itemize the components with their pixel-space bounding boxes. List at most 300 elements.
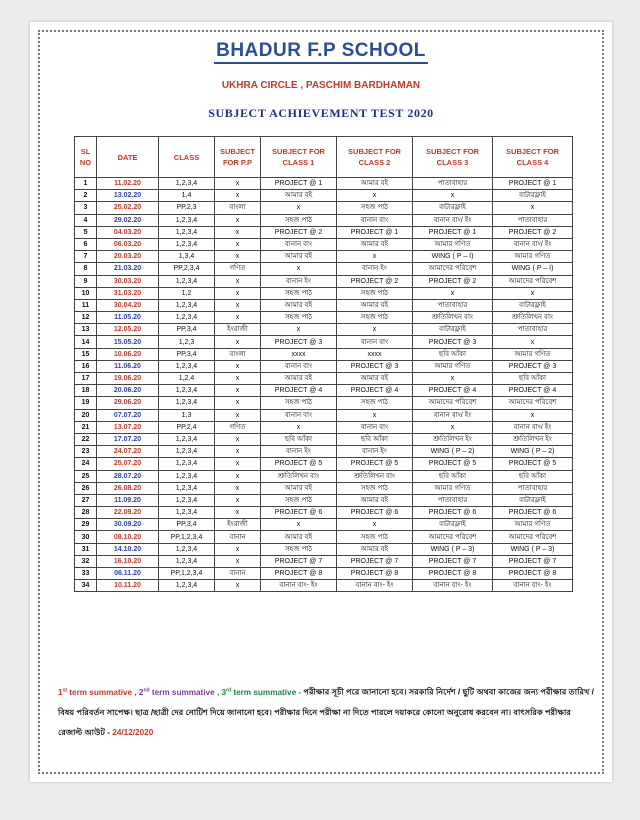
subject-class-2-cell: x bbox=[337, 519, 413, 531]
subject-class-3-cell: বানান বাং/ ইং bbox=[413, 409, 493, 421]
subject-class-3-cell: শ্রুতিলিখন ইং bbox=[413, 433, 493, 445]
table-row bbox=[75, 409, 573, 421]
subject-class-4-cell: PROJECT @ 8 bbox=[493, 568, 573, 580]
class-cell: PP,2,4 bbox=[159, 421, 215, 433]
subject-class-3-cell: PROJECT @ 6 bbox=[413, 507, 493, 519]
class-cell: 1,2,3,4 bbox=[159, 580, 215, 592]
subject-class-4-cell: বানান বাং/ ইং bbox=[493, 238, 573, 250]
table-row bbox=[75, 397, 573, 409]
table-row bbox=[75, 543, 573, 555]
subject-class-4-cell: ছবি আঁকা bbox=[493, 373, 573, 385]
subject-class-1-cell: x bbox=[261, 324, 337, 336]
table-row bbox=[75, 446, 573, 458]
subject-class-2-cell: সহজ পাঠ bbox=[337, 482, 413, 494]
subject-class-4-cell: WING ( P – 2) bbox=[493, 446, 573, 458]
subject-class-2-cell: x bbox=[337, 324, 413, 336]
subject-class-3-cell: WING ( P – I) bbox=[413, 251, 493, 263]
subject-pp-cell: x bbox=[215, 238, 261, 250]
table-row bbox=[75, 470, 573, 482]
subject-class-4-cell: বাটারফ্লাই bbox=[493, 494, 573, 506]
term3-label: , 3rd term summative - bbox=[214, 687, 304, 697]
subject-class-4-cell: PROJECT @ 2 bbox=[493, 226, 573, 238]
class-cell: 1,2,3,4 bbox=[159, 178, 215, 190]
date-cell: 17.07.20 bbox=[97, 433, 159, 445]
date-cell: 20.03.20 bbox=[97, 251, 159, 263]
table-row bbox=[75, 299, 573, 311]
sl-cell: 28 bbox=[75, 507, 97, 519]
subject-class-4-cell: PROJECT @ 5 bbox=[493, 458, 573, 470]
subject-pp-cell: x bbox=[215, 494, 261, 506]
subject-pp-cell: ইংরাজী bbox=[215, 519, 261, 531]
subject-class-3-cell: PROJECT @ 7 bbox=[413, 555, 493, 567]
date-cell: 30.09.20 bbox=[97, 519, 159, 531]
subject-class-1-cell: x bbox=[261, 421, 337, 433]
subject-class-1-cell: বানান বাং- ইং bbox=[261, 580, 337, 592]
class-cell: 1,2,3,4 bbox=[159, 238, 215, 250]
subject-class-2-cell: বানান বাং- ইং bbox=[337, 580, 413, 592]
table-row bbox=[75, 531, 573, 543]
term1-label: 1st term summative , bbox=[58, 687, 139, 697]
subject-class-2-cell: PROJECT @ 3 bbox=[337, 360, 413, 372]
subject-class-3-cell: x bbox=[413, 421, 493, 433]
subject-class-1-cell: x bbox=[261, 202, 337, 214]
subject-class-2-cell: বানান ইং bbox=[337, 263, 413, 275]
sl-cell: 9 bbox=[75, 275, 97, 287]
sl-cell: 24 bbox=[75, 458, 97, 470]
subject-class-3-cell: ছবি আঁকা bbox=[413, 470, 493, 482]
table-row bbox=[75, 580, 573, 592]
date-cell: 16.10.20 bbox=[97, 555, 159, 567]
class-cell: PP,3,4 bbox=[159, 324, 215, 336]
subject-class-3-cell: PROJECT @ 2 bbox=[413, 275, 493, 287]
subject-class-1-cell: ছবি আঁকা bbox=[261, 433, 337, 445]
subject-class-4-cell: PROJECT @ 7 bbox=[493, 555, 573, 567]
subject-class-4-cell: x bbox=[493, 202, 573, 214]
subject-class-1-cell: PROJECT @ 8 bbox=[261, 568, 337, 580]
document-sheet bbox=[30, 22, 612, 782]
sl-cell: 34 bbox=[75, 580, 97, 592]
header-sl: SL NO bbox=[75, 137, 97, 178]
subject-class-1-cell: সহজ পাঠ bbox=[261, 214, 337, 226]
subject-class-4-cell: আমার গণিত bbox=[493, 519, 573, 531]
subject-class-1-cell: PROJECT @ 3 bbox=[261, 336, 337, 348]
header-subject-class-2: SUBJECT FOR CLASS 2 bbox=[337, 137, 413, 178]
subject-class-1-cell: আমার বই bbox=[261, 373, 337, 385]
subject-pp-cell: x bbox=[215, 251, 261, 263]
subject-class-4-cell: পাতাবাহার bbox=[493, 324, 573, 336]
table-row bbox=[75, 251, 573, 263]
subject-class-4-cell: শ্রুতিলিখন বাং bbox=[493, 312, 573, 324]
sl-cell: 1 bbox=[75, 178, 97, 190]
subject-class-1-cell: বানান বাং bbox=[261, 238, 337, 250]
subject-class-3-cell: x bbox=[413, 373, 493, 385]
subject-pp-cell: x bbox=[215, 385, 261, 397]
subject-class-2-cell: PROJECT @ 1 bbox=[337, 226, 413, 238]
sl-cell: 11 bbox=[75, 299, 97, 311]
class-cell: 1,2,3,4 bbox=[159, 494, 215, 506]
class-cell: PP,1,2,3,4 bbox=[159, 531, 215, 543]
subject-pp-cell: x bbox=[215, 507, 261, 519]
subject-class-4-cell: x bbox=[493, 409, 573, 421]
subject-pp-cell: ইংরাজী bbox=[215, 324, 261, 336]
subject-pp-cell: x bbox=[215, 336, 261, 348]
class-cell: PP,3,4 bbox=[159, 348, 215, 360]
header-class: CLASS bbox=[159, 137, 215, 178]
subject-class-4-cell: পাতাবাহার bbox=[493, 214, 573, 226]
sl-cell: 21 bbox=[75, 421, 97, 433]
table-row bbox=[75, 214, 573, 226]
class-cell: 1,2,3,4 bbox=[159, 299, 215, 311]
sl-cell: 10 bbox=[75, 287, 97, 299]
subject-pp-cell: গণিত bbox=[215, 421, 261, 433]
header-subject-class-4: SUBJECT FOR CLASS 4 bbox=[493, 137, 573, 178]
subject-class-1-cell: বানান বাং bbox=[261, 360, 337, 372]
class-cell: 1,2,3,4 bbox=[159, 397, 215, 409]
date-cell: 13.02.20 bbox=[97, 190, 159, 202]
notice-text: পরীক্ষার সূচী পরে জানানো হবে। সরকারি নির্দেশ / ছুটি অথবা কাজের জন্য পরীক্ষার তারিখ / বিষয় পরিবর্তন সাপেক্ষ। ছাত্র /ছাত্রী দের নোটিশ দিয়ে জানানো হবে। পরীক্ষার দিনে পরীক্ষা না দিতে পারলে দয়াকরে কোনো অনুরোধ করবেন না। বাৎসরিক পরীক্ষার রেজাল্ট আউট - bbox=[58, 687, 594, 737]
class-cell: 1,2,3,4 bbox=[159, 433, 215, 445]
subject-class-4-cell: PROJECT @ 4 bbox=[493, 385, 573, 397]
subject-class-2-cell: শ্রুতিলিখন বাং bbox=[337, 470, 413, 482]
subject-class-3-cell: PROJECT @ 1 bbox=[413, 226, 493, 238]
class-cell: PP,1,2,3,4 bbox=[159, 568, 215, 580]
class-cell: 1,2,3,4 bbox=[159, 312, 215, 324]
subject-pp-cell: x bbox=[215, 275, 261, 287]
subject-class-2-cell: বানান ইং bbox=[337, 446, 413, 458]
subject-class-1-cell: x bbox=[261, 519, 337, 531]
table-row bbox=[75, 433, 573, 445]
table-row bbox=[75, 312, 573, 324]
subject-class-3-cell: শ্রুতিলিখন বাং bbox=[413, 312, 493, 324]
class-cell: 1,2,3,4 bbox=[159, 446, 215, 458]
subject-class-2-cell: আমার বই bbox=[337, 494, 413, 506]
subject-class-3-cell: আমাদের পরিবেশ bbox=[413, 397, 493, 409]
subject-class-1-cell: PROJECT @ 6 bbox=[261, 507, 337, 519]
subject-class-1-cell: সহজ পাঠ bbox=[261, 494, 337, 506]
date-cell: 06.11.20 bbox=[97, 568, 159, 580]
subject-class-3-cell: ছবি আঁকা bbox=[413, 348, 493, 360]
subject-class-4-cell: বাটারফ্লাই bbox=[493, 299, 573, 311]
subject-class-4-cell: বানান বাং/ ইং bbox=[493, 421, 573, 433]
class-cell: 1,4 bbox=[159, 190, 215, 202]
sl-cell: 14 bbox=[75, 336, 97, 348]
subject-class-1-cell: সহজ পাঠ bbox=[261, 543, 337, 555]
sl-cell: 8 bbox=[75, 263, 97, 275]
subject-pp-cell: x bbox=[215, 482, 261, 494]
date-cell: 20.06.20 bbox=[97, 385, 159, 397]
subject-class-4-cell: পাতাবাহার bbox=[493, 482, 573, 494]
subject-class-3-cell: বানান বাং- ইং bbox=[413, 580, 493, 592]
subject-pp-cell: x bbox=[215, 373, 261, 385]
sl-cell: 5 bbox=[75, 226, 97, 238]
class-cell: 1,3 bbox=[159, 409, 215, 421]
sl-cell: 17 bbox=[75, 373, 97, 385]
table-row bbox=[75, 178, 573, 190]
subject-class-4-cell: বাটারফ্লাই bbox=[493, 190, 573, 202]
subject-class-2-cell: আমার বই bbox=[337, 238, 413, 250]
sl-cell: 26 bbox=[75, 482, 97, 494]
subject-class-3-cell: আমার গণিত bbox=[413, 482, 493, 494]
subject-class-2-cell: আমার বই bbox=[337, 373, 413, 385]
subject-class-3-cell: পাতাবাহার bbox=[413, 299, 493, 311]
subject-class-2-cell: x bbox=[337, 190, 413, 202]
table-row bbox=[75, 324, 573, 336]
subject-class-3-cell: পাতাবাহার bbox=[413, 494, 493, 506]
sl-cell: 16 bbox=[75, 360, 97, 372]
subject-class-2-cell: PROJECT @ 6 bbox=[337, 507, 413, 519]
sl-cell: 33 bbox=[75, 568, 97, 580]
sl-cell: 31 bbox=[75, 543, 97, 555]
subject-class-1-cell: PROJECT @ 4 bbox=[261, 385, 337, 397]
subject-pp-cell: x bbox=[215, 543, 261, 555]
subject-class-3-cell: বাটারফ্লাই bbox=[413, 519, 493, 531]
subject-class-2-cell: PROJECT @ 2 bbox=[337, 275, 413, 287]
subject-class-4-cell: আমাদের পরিবেশ bbox=[493, 531, 573, 543]
class-cell: 1,2,3 bbox=[159, 336, 215, 348]
subject-pp-cell: x bbox=[215, 178, 261, 190]
school-name: BHADUR F.P SCHOOL bbox=[30, 40, 612, 62]
table-row bbox=[75, 287, 573, 299]
sl-cell: 32 bbox=[75, 555, 97, 567]
subject-class-2-cell: বানান বাং bbox=[337, 421, 413, 433]
subject-pp-cell: x bbox=[215, 360, 261, 372]
date-cell: 11.02.20 bbox=[97, 178, 159, 190]
subject-pp-cell: x bbox=[215, 470, 261, 482]
subject-pp-cell: x bbox=[215, 287, 261, 299]
header-row bbox=[75, 137, 573, 178]
table-row bbox=[75, 190, 573, 202]
date-cell: 06.03.20 bbox=[97, 238, 159, 250]
subject-class-3-cell: x bbox=[413, 190, 493, 202]
subject-class-3-cell: আমার গণিত bbox=[413, 238, 493, 250]
subject-class-2-cell: আমার বই bbox=[337, 543, 413, 555]
subject-pp-cell: x bbox=[215, 580, 261, 592]
sl-cell: 6 bbox=[75, 238, 97, 250]
sl-cell: 4 bbox=[75, 214, 97, 226]
sl-cell: 15 bbox=[75, 348, 97, 360]
subject-class-2-cell: x bbox=[337, 251, 413, 263]
class-cell: 1,2,4 bbox=[159, 373, 215, 385]
class-cell: 1,2,3,4 bbox=[159, 507, 215, 519]
subject-class-1-cell: আমার বই bbox=[261, 299, 337, 311]
date-cell: 25.07.20 bbox=[97, 458, 159, 470]
sl-cell: 13 bbox=[75, 324, 97, 336]
subject-pp-cell: x bbox=[215, 214, 261, 226]
subject-class-2-cell: PROJECT @ 8 bbox=[337, 568, 413, 580]
subject-class-1-cell: PROJECT @ 7 bbox=[261, 555, 337, 567]
table-row bbox=[75, 421, 573, 433]
class-cell: 1,2,3,4 bbox=[159, 555, 215, 567]
subject-class-1-cell: শ্রুতিলিখন বাং bbox=[261, 470, 337, 482]
subject-class-4-cell: আমার গণিত bbox=[493, 251, 573, 263]
table-row bbox=[75, 385, 573, 397]
subject-class-1-cell: PROJECT @ 2 bbox=[261, 226, 337, 238]
subject-class-3-cell: বাটারফ্লাই bbox=[413, 324, 493, 336]
date-cell: 12.05.20 bbox=[97, 324, 159, 336]
table-row bbox=[75, 482, 573, 494]
footer-note bbox=[58, 680, 594, 743]
test-title: SUBJECT ACHIEVEMENT TEST 2020 bbox=[208, 106, 434, 120]
sl-cell: 27 bbox=[75, 494, 97, 506]
date-cell: 13.07.20 bbox=[97, 421, 159, 433]
subject-pp-cell: x bbox=[215, 433, 261, 445]
subject-class-1-cell: x bbox=[261, 263, 337, 275]
subject-class-3-cell: PROJECT @ 4 bbox=[413, 385, 493, 397]
table-row bbox=[75, 202, 573, 214]
subject-class-1-cell: PROJECT @ 1 bbox=[261, 178, 337, 190]
sl-cell: 2 bbox=[75, 190, 97, 202]
subject-class-4-cell: PROJECT @ 1 bbox=[493, 178, 573, 190]
subject-pp-cell: বানান bbox=[215, 568, 261, 580]
table-row bbox=[75, 494, 573, 506]
subject-class-2-cell: সহজ পাঠ bbox=[337, 397, 413, 409]
sl-cell: 3 bbox=[75, 202, 97, 214]
subject-pp-cell: x bbox=[215, 409, 261, 421]
subject-class-3-cell: WING ( P – 3) bbox=[413, 543, 493, 555]
subject-class-3-cell: আমাদের পরিবেশ bbox=[413, 531, 493, 543]
class-cell: 1,2,3,4 bbox=[159, 214, 215, 226]
table-row bbox=[75, 360, 573, 372]
subject-class-1-cell: বানান ইং bbox=[261, 275, 337, 287]
table-row bbox=[75, 263, 573, 275]
subject-class-1-cell: PROJECT @ 5 bbox=[261, 458, 337, 470]
subject-class-4-cell: PROJECT @ 6 bbox=[493, 507, 573, 519]
subject-class-1-cell: আমার বই bbox=[261, 482, 337, 494]
table-row bbox=[75, 275, 573, 287]
class-cell: PP,3,4 bbox=[159, 519, 215, 531]
date-cell: 10.06.20 bbox=[97, 348, 159, 360]
sl-cell: 30 bbox=[75, 531, 97, 543]
sl-cell: 20 bbox=[75, 409, 97, 421]
class-cell: 1,2 bbox=[159, 287, 215, 299]
subject-class-2-cell: আমার বই bbox=[337, 178, 413, 190]
subject-class-4-cell: ছবি আঁকা bbox=[493, 470, 573, 482]
table-row bbox=[75, 373, 573, 385]
subject-class-4-cell: আমার গণিত bbox=[493, 348, 573, 360]
subject-class-2-cell: সহজ পাঠ bbox=[337, 312, 413, 324]
subject-class-3-cell: বানান বাং/ ইং bbox=[413, 214, 493, 226]
date-cell: 26.08.20 bbox=[97, 482, 159, 494]
subject-pp-cell: গণিত bbox=[215, 263, 261, 275]
class-cell: PP,2,3 bbox=[159, 202, 215, 214]
header-date: DATE bbox=[97, 137, 159, 178]
date-cell: 22.09.20 bbox=[97, 507, 159, 519]
date-cell: 11.06.20 bbox=[97, 360, 159, 372]
sl-cell: 22 bbox=[75, 433, 97, 445]
header-subject-class-3: SUBJECT FOR CLASS 3 bbox=[413, 137, 493, 178]
subject-class-1-cell: আমার বই bbox=[261, 190, 337, 202]
subject-pp-cell: x bbox=[215, 226, 261, 238]
date-cell: 07.07.20 bbox=[97, 409, 159, 421]
date-cell: 31.03.20 bbox=[97, 287, 159, 299]
class-cell: 1,2,3,4 bbox=[159, 482, 215, 494]
date-cell: 14.10.20 bbox=[97, 543, 159, 555]
sl-cell: 12 bbox=[75, 312, 97, 324]
class-cell: 1,2,3,4 bbox=[159, 543, 215, 555]
result-date: 24/12/2020 bbox=[112, 727, 154, 737]
subject-class-2-cell: x bbox=[337, 409, 413, 421]
subject-class-3-cell: আমার গণিত bbox=[413, 360, 493, 372]
header-subject-pp: SUBJECT FOR P.P bbox=[215, 137, 261, 178]
subject-class-3-cell: PROJECT @ 5 bbox=[413, 458, 493, 470]
subject-class-2-cell: PROJECT @ 7 bbox=[337, 555, 413, 567]
date-cell: 19.06.20 bbox=[97, 373, 159, 385]
subject-class-4-cell: আমাদের পরিবেশ bbox=[493, 397, 573, 409]
subject-class-1-cell: xxxx bbox=[261, 348, 337, 360]
subject-class-4-cell: শ্রুতিলিখন ইং bbox=[493, 433, 573, 445]
date-cell: 25.02.20 bbox=[97, 202, 159, 214]
class-cell: 1,2,3,4 bbox=[159, 458, 215, 470]
subject-pp-cell: x bbox=[215, 299, 261, 311]
class-cell: PP,2,3,4 bbox=[159, 263, 215, 275]
subject-class-4-cell: আমাদের পরিবেশ bbox=[493, 275, 573, 287]
date-cell: 24.07.20 bbox=[97, 446, 159, 458]
subject-class-2-cell: PROJECT @ 4 bbox=[337, 385, 413, 397]
subject-class-1-cell: আমার বই bbox=[261, 531, 337, 543]
table-row bbox=[75, 336, 573, 348]
class-cell: 1,2,3,4 bbox=[159, 470, 215, 482]
subject-class-2-cell: সহজ পাঠ bbox=[337, 287, 413, 299]
subject-class-2-cell: সহজ পাঠ bbox=[337, 202, 413, 214]
header-subject-class-1: SUBJECT FOR CLASS 1 bbox=[261, 137, 337, 178]
subject-pp-cell: x bbox=[215, 446, 261, 458]
subject-class-3-cell: PROJECT @ 8 bbox=[413, 568, 493, 580]
subject-class-2-cell: xxxx bbox=[337, 348, 413, 360]
class-cell: 1,2,3,4 bbox=[159, 385, 215, 397]
sl-cell: 29 bbox=[75, 519, 97, 531]
date-cell: 04.03.20 bbox=[97, 226, 159, 238]
class-cell: 1,2,3,4 bbox=[159, 275, 215, 287]
subject-class-4-cell: x bbox=[493, 287, 573, 299]
subject-class-1-cell: সহজ পাঠ bbox=[261, 287, 337, 299]
date-cell: 30.03.20 bbox=[97, 275, 159, 287]
date-cell: 08.10.20 bbox=[97, 531, 159, 543]
date-cell: 29.02.20 bbox=[97, 214, 159, 226]
class-cell: 1,2,3,4 bbox=[159, 360, 215, 372]
subject-pp-cell: বাংলা bbox=[215, 348, 261, 360]
sl-cell: 18 bbox=[75, 385, 97, 397]
subject-class-2-cell: ছবি আঁকা bbox=[337, 433, 413, 445]
subject-class-4-cell: PROJECT @ 3 bbox=[493, 360, 573, 372]
date-cell: 28.07.20 bbox=[97, 470, 159, 482]
class-cell: 1,3,4 bbox=[159, 251, 215, 263]
subject-class-3-cell: বাটারফ্লাই bbox=[413, 202, 493, 214]
date-cell: 10.11.20 bbox=[97, 580, 159, 592]
table-row bbox=[75, 458, 573, 470]
subject-class-2-cell: বানান বাং bbox=[337, 336, 413, 348]
term2-label: 2nd term summative bbox=[138, 687, 215, 697]
subject-class-1-cell: আমার বই bbox=[261, 251, 337, 263]
subject-class-4-cell: WING ( P – I) bbox=[493, 263, 573, 275]
date-cell: 29.06.20 bbox=[97, 397, 159, 409]
subject-pp-cell: x bbox=[215, 555, 261, 567]
subject-class-3-cell: পাতাবাহার bbox=[413, 178, 493, 190]
subject-class-2-cell: আমার বই bbox=[337, 299, 413, 311]
date-cell: 30.04.20 bbox=[97, 299, 159, 311]
subject-class-1-cell: সহজ পাঠ bbox=[261, 397, 337, 409]
subject-class-4-cell: বানান বাং- ইং bbox=[493, 580, 573, 592]
subject-class-3-cell: আমাদের পরিবেশ bbox=[413, 263, 493, 275]
date-cell: 15.05.20 bbox=[97, 336, 159, 348]
table-row bbox=[75, 226, 573, 238]
table-row bbox=[75, 519, 573, 531]
subject-class-3-cell: WING ( P – 2) bbox=[413, 446, 493, 458]
subject-class-4-cell: WING ( P – 3) bbox=[493, 543, 573, 555]
subject-class-1-cell: বানান বাং bbox=[261, 409, 337, 421]
table-row bbox=[75, 568, 573, 580]
subject-class-3-cell: PROJECT @ 3 bbox=[413, 336, 493, 348]
subject-class-3-cell: x bbox=[413, 287, 493, 299]
